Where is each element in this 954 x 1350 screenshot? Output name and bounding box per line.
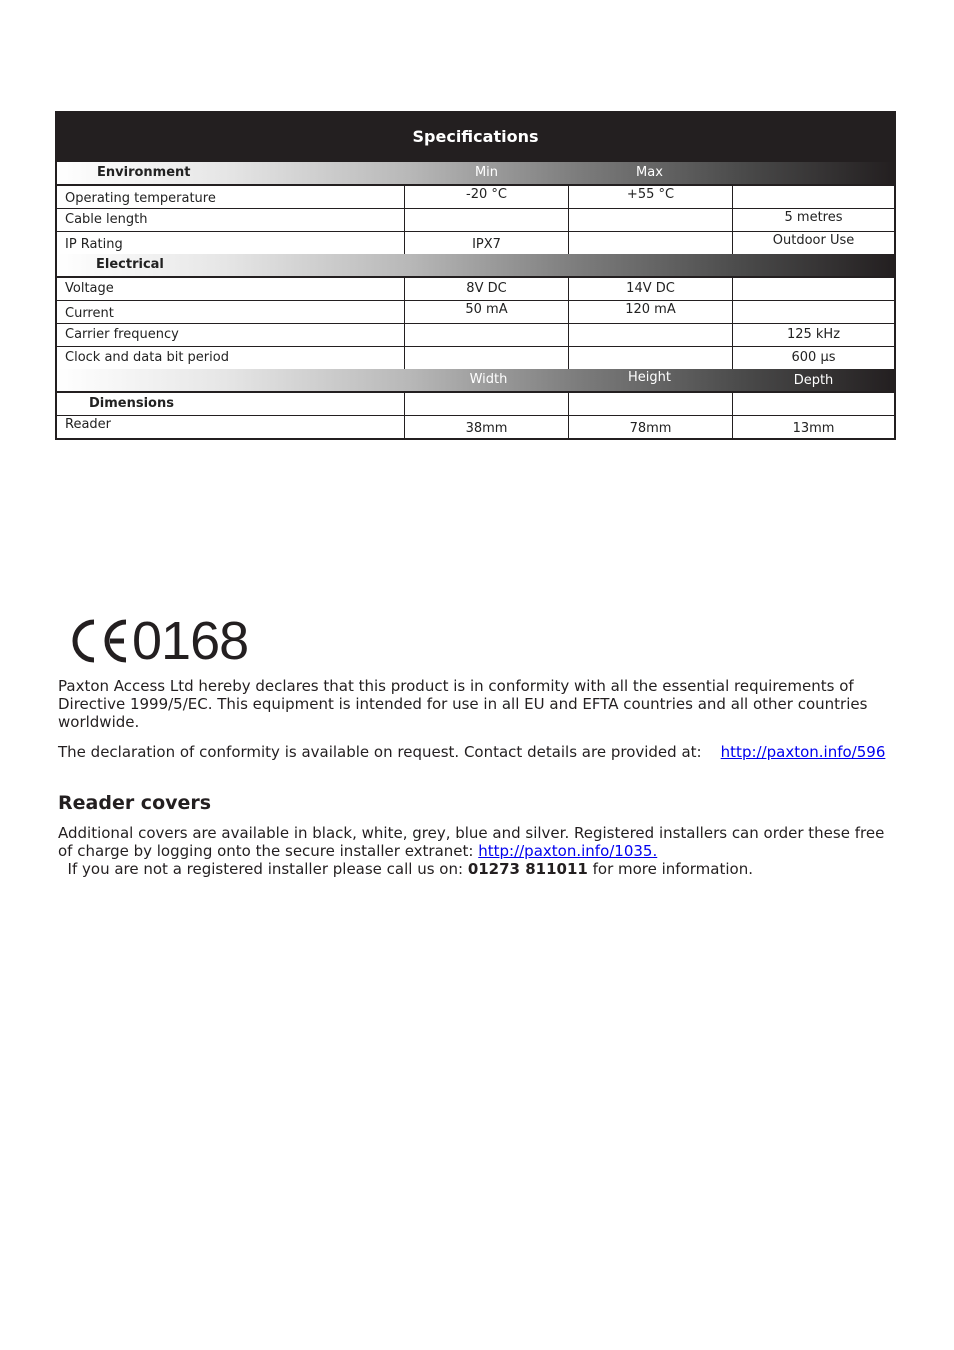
table-row: [55, 346, 896, 369]
min-value: [405, 324, 569, 346]
other-value: Outdoor Use: [772, 233, 855, 248]
declaration-text: Paxton Access Ltd hereby declares that this product is in conformity with all the essential requirements of Directive 1999/5/EC. This equipment is intended for use in all EU and EFTA countries and all other countries worldwide.: [58, 677, 868, 731]
other-value: [733, 301, 894, 323]
min-value: 8V DC: [405, 278, 569, 300]
table-row: [55, 184, 896, 208]
notified-body-number: 0168: [132, 611, 249, 671]
min-value: [405, 347, 569, 369]
max-value: +55 °C: [569, 186, 733, 208]
min-column-header: Min: [474, 165, 499, 180]
row-label: Voltage: [57, 278, 405, 300]
row-label: Reader: [57, 416, 405, 438]
other-value: 600 µs: [791, 350, 836, 365]
width-value: 38mm: [405, 416, 569, 438]
dimensions-label: Dimensions: [57, 393, 405, 415]
min-value: 50 mA: [405, 301, 569, 323]
table-row: [55, 300, 896, 323]
electrical-header: [55, 254, 896, 276]
table-row: [55, 415, 896, 440]
dimensions-header: [55, 369, 896, 391]
min-value: IPX7: [405, 232, 569, 254]
table-row: [55, 231, 896, 254]
ce-logo-icon: [70, 616, 130, 666]
table-row: [55, 323, 896, 346]
ce-mark: [70, 612, 248, 670]
reader-covers-heading: Reader covers: [58, 792, 212, 814]
table-row: [55, 391, 896, 415]
extranet-link[interactable]: http://paxton.info/1035.: [478, 842, 658, 860]
other-value: [733, 186, 894, 208]
other-value: [733, 278, 894, 300]
max-value: [569, 324, 733, 346]
width-column-header: Width: [469, 372, 508, 387]
depth-column-header: Depth: [793, 373, 834, 388]
max-value: 120 mA: [569, 301, 733, 323]
environment-label: Environment: [97, 165, 191, 180]
reader-covers-text: Additional covers are available in black, white, grey, blue and silver. Registered installers can order these free of charge by logging onto the secure installer extranet: http://paxton.info/1035. If you are not a registered installer please call us on: 01273 811011 for more information.: [58, 824, 885, 878]
declaration-link[interactable]: http://paxton.info/596: [720, 743, 886, 761]
specifications-title: Specifications: [55, 111, 896, 162]
max-value: [569, 347, 733, 369]
max-value: [569, 232, 733, 254]
other-value: 5 metres: [784, 210, 843, 225]
row-label: Cable length: [57, 209, 405, 231]
depth-value: 13mm: [792, 421, 835, 436]
row-label: IP Rating: [57, 232, 405, 254]
min-value: -20 °C: [405, 186, 569, 208]
other-value: 125 kHz: [786, 327, 841, 342]
specifications-table: [55, 111, 896, 440]
max-value: 14V DC: [569, 278, 733, 300]
height-column-header: Height: [628, 370, 671, 385]
table-row: [55, 276, 896, 300]
max-column-header: Max: [636, 165, 663, 180]
table-row: [55, 208, 896, 231]
row-label: Clock and data bit period: [57, 347, 405, 369]
max-value: [569, 209, 733, 231]
min-value: [405, 209, 569, 231]
row-label: Operating temperature: [57, 186, 405, 208]
electrical-label: Electrical: [96, 257, 164, 272]
height-value: 78mm: [569, 416, 733, 438]
row-label: Current: [57, 301, 405, 323]
environment-header: [55, 162, 896, 184]
phone-number: 01273 811011: [467, 860, 588, 878]
declaration-request: The declaration of conformity is available on request. Contact details are provided at: http://paxton.info/596: [58, 743, 886, 761]
row-label: Carrier frequency: [57, 324, 405, 346]
